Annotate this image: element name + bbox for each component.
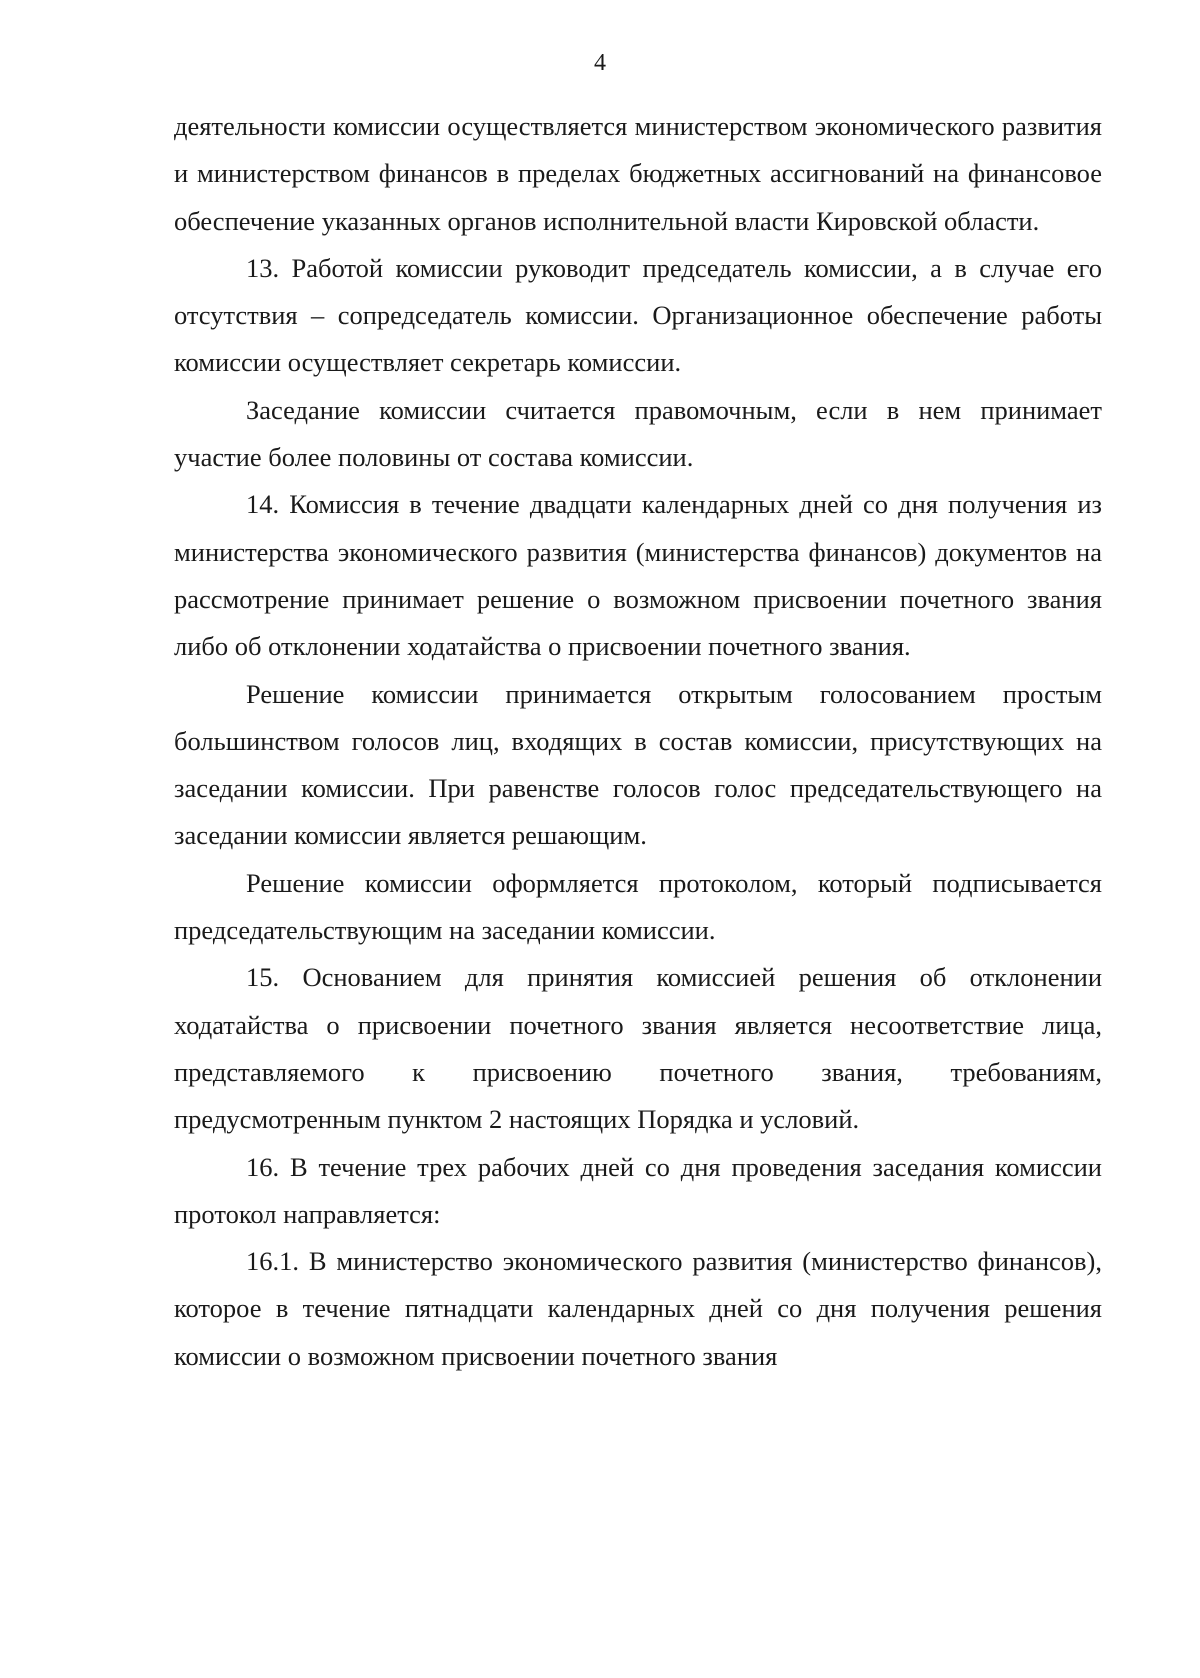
paragraph-16-1: 16.1. В министерство экономического развития (министерство финансов), которое в течение пятнадцати календарных дней со дня получения решения комиссии о возможном присвоении почетного звания (174, 1246, 1102, 1371)
paragraph-14-voting: Решение комиссии принимается открытым голосованием простым большинством голосов лиц, входящих в состав комиссии, присутствующих на заседании комиссии. При равенстве голосов голос председательствующего на заседании комиссии является решающим. (174, 678, 1102, 851)
paragraph-13-quorum: Заседание комиссии считается правомочным, если в нем принимает участие более половины от состава комиссии. (174, 394, 1102, 473)
paragraph-16: 16. В течение трех рабочих дней со дня проведения заседания комиссии протокол направляется: (174, 1151, 1102, 1229)
paragraph-15: 15. Основанием для принятия комиссией решения об отклонении ходатайства о присвоении почетного звания является несоответствие лица, представляемого к присвоению почетного звания, требованиям, предусмотренным пунктом 2 настоящих Порядка и условий. (174, 962, 1102, 1135)
paragraph-continuation: деятельности комиссии осуществляется министерством экономического развития и министерством финансов в пределах бюджетных ассигнований на финансовое обеспечение указанных органов исполнительной власти Кировской области. (174, 111, 1102, 236)
document-body (174, 103, 1102, 1380)
paragraph-13: 13. Работой комиссии руководит председатель комиссии, а в случае его отсутствия – сопредседатель комиссии. Организационное обеспечение работы комиссии осуществляет секретарь комиссии. (174, 252, 1102, 378)
page-number: 4 (594, 50, 606, 76)
paragraph-14-protocol: Решение комиссии оформляется протоколом, который подписывается председательствующим на заседании комиссии. (174, 867, 1102, 946)
paragraph-14: 14. Комиссия в течение двадцати календарных дней со дня получения из министерства экономического развития (министерства финансов) документов на рассмотрение принимает решение о возможном присвоении почетного звания либо об отклонении ходатайства о присвоении почетного звания. (174, 489, 1102, 662)
